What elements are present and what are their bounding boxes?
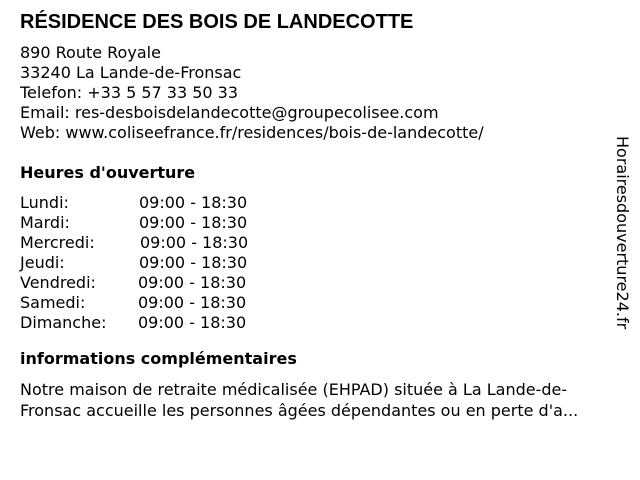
hours-row-thursday <box>20 253 620 273</box>
web-line[interactable]: Web: www.coliseefrance.fr/residences/bois-de-landecotte/ <box>20 123 484 142</box>
description-line-1: Notre maison de retraite médicalisée (EHPAD) située à La Lande-de- <box>20 380 568 399</box>
time-range: 09:00 - 18:30 <box>139 213 248 232</box>
description-line-2: Fronsac accueille les personnes âgées dépendantes ou en perte d'a... <box>20 401 579 420</box>
hours-row-friday <box>20 273 620 293</box>
hours-row-saturday <box>20 293 620 313</box>
time-range: 09:00 - 18:30 <box>140 233 249 252</box>
hours-row-wednesday <box>20 233 620 253</box>
day-label: Vendredi: <box>20 273 96 292</box>
residence-title: RÉSIDENCE DES BOIS DE LANDECOTTE <box>20 11 414 33</box>
address-city: 33240 La Lande-de-Fronsac <box>20 63 242 82</box>
additional-info-heading: informations complémentaires <box>20 349 297 368</box>
residence-card <box>20 10 620 421</box>
hours-row-monday <box>20 193 620 213</box>
day-label: Samedi: <box>20 293 86 312</box>
hours-row-sunday <box>20 313 620 333</box>
time-range: 09:00 - 18:30 <box>138 313 247 332</box>
time-range: 09:00 - 18:30 <box>138 293 247 312</box>
time-range: 09:00 - 18:30 <box>138 273 247 292</box>
phone-line[interactable]: Telefon: +33 5 57 33 50 33 <box>20 83 239 102</box>
day-label: Jeudi: <box>20 253 65 272</box>
address-street: 890 Route Royale <box>20 43 161 62</box>
day-label: Mardi: <box>20 213 70 232</box>
day-label: Lundi: <box>20 193 69 212</box>
site-watermark: Horairesdouverture24.fr <box>613 136 632 330</box>
time-range: 09:00 - 18:30 <box>139 193 248 212</box>
hours-row-tuesday <box>20 213 620 233</box>
day-label: Mercredi: <box>20 233 95 252</box>
opening-hours-table <box>20 193 620 333</box>
day-label: Dimanche: <box>20 313 107 332</box>
opening-hours-heading: Heures d'ouverture <box>20 163 196 182</box>
email-line[interactable]: Email: res-desboisdelandecotte@groupecolisee.com <box>20 103 439 122</box>
time-range: 09:00 - 18:30 <box>139 253 248 272</box>
